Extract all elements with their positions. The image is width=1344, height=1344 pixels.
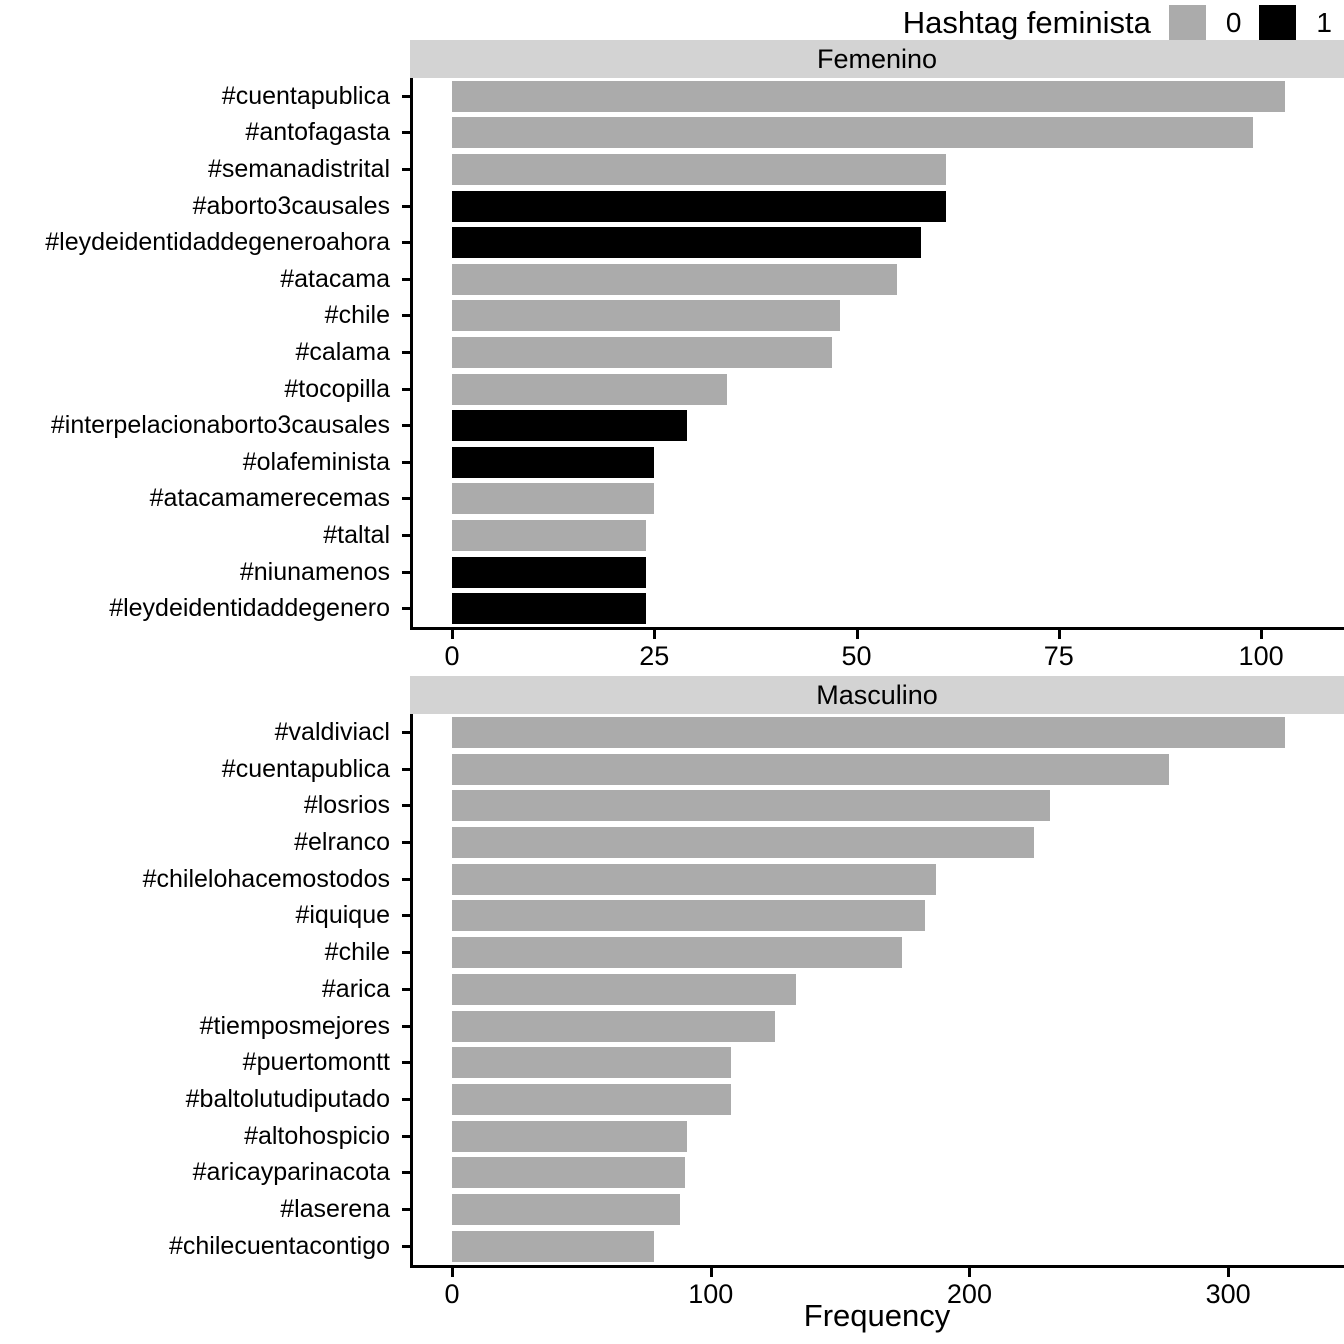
y-axis-tick [402,241,410,244]
legend-key-0-icon [1169,5,1206,42]
y-axis-tick [402,988,410,991]
y-axis-label: #chilelohacemostodos [142,864,390,893]
y-axis-label: #chilecuentacontigo [169,1231,390,1260]
bar-row [0,898,1344,935]
bar-elranco [452,827,1034,858]
y-axis-label: #losrios [303,791,390,820]
x-axis-title: Frequency [803,1298,951,1333]
legend-item-0 [1169,5,1242,42]
bar-interpelacionaborto3causales [452,410,687,441]
bar-aricayparinacota [452,1157,685,1188]
bar-tocopilla [452,374,727,405]
y-axis-tick [402,1098,410,1101]
x-axis-tick [1260,630,1263,639]
y-axis-line [410,78,413,627]
bar-row [0,334,1344,371]
y-axis-tick [402,205,410,208]
y-axis-tick [402,534,410,537]
y-axis-tick [402,571,410,574]
bar-semanadistrital [452,154,946,185]
bar-atacamamerecemas [452,483,654,514]
bar-niunamenos [452,557,646,588]
bar-baltolutudiputado [452,1084,731,1115]
legend-item-0-label: 0 [1225,7,1242,38]
bar-row [0,517,1344,554]
bar-calama [452,337,832,368]
bar-chilelohacemostodos [452,864,936,895]
bar-antofagasta [452,117,1253,148]
legend-item-1 [1259,5,1332,42]
y-axis-tick [402,914,410,917]
x-axis-tick [710,1268,713,1277]
y-axis-label: #chile [324,938,390,967]
bar-arica [452,974,796,1005]
y-axis-label: #iquique [295,901,390,930]
bar-valdiviacl [452,717,1285,748]
y-axis-label: #atacama [280,264,390,293]
y-axis-tick [402,607,410,610]
y-axis-tick [402,1135,410,1138]
x-axis-tick [451,1268,454,1277]
x-axis-tick-label: 75 [1043,641,1074,671]
y-axis-tick [402,314,410,317]
bar-puertomontt [452,1047,731,1078]
x-axis-tick [1058,630,1061,639]
y-axis-tick [402,1025,410,1028]
y-axis-tick [402,1208,410,1211]
y-axis-tick [402,841,410,844]
bar-row [0,590,1344,627]
bar-row [0,1191,1344,1228]
y-axis-label: #atacamamerecemas [149,484,390,513]
bar-row [0,407,1344,444]
x-axis-tick-label: 200 [946,1279,992,1309]
bar-tiemposmejores [452,1011,775,1042]
y-axis-label: #semanadistrital [207,154,390,183]
y-axis-label: #tiemposmejores [199,1011,390,1040]
y-axis-tick [402,168,410,171]
bar-row [0,971,1344,1008]
y-axis-label: #puertomontt [242,1048,390,1077]
x-axis-tick [856,630,859,639]
x-axis-tick [1227,1268,1230,1277]
bar-row [0,188,1344,225]
bar-row [0,224,1344,261]
x-axis-tick [968,1268,971,1277]
bar-row [0,481,1344,518]
bar-atacama [452,264,897,295]
bar-row [0,787,1344,824]
bar-laserena [452,1194,680,1225]
bar-row [0,371,1344,408]
y-axis-label: #tocopilla [284,374,390,403]
y-axis-tick [402,461,410,464]
y-axis-tick [402,95,410,98]
x-axis-tick-label: 0 [444,1279,460,1309]
y-axis-label: #calama [295,337,390,366]
y-axis-tick [402,497,410,500]
bar-cuentapublica [452,81,1285,112]
bar-row [0,1081,1344,1118]
y-axis-label: #laserena [280,1195,390,1224]
bar-losrios [452,790,1050,821]
legend-item-1-label: 1 [1316,7,1332,38]
y-axis-label: #antofagasta [245,118,390,147]
y-axis-tick [402,424,410,427]
bar-leydeidentidaddegeneroahora [452,227,921,258]
y-axis-line [410,714,413,1265]
facet-strip-femenino: Femenino [410,40,1344,78]
bar-row [0,934,1344,971]
x-axis-tick-label: 25 [639,641,670,671]
y-axis-label: #valdiviacl [274,717,390,746]
bar-altohospicio [452,1121,687,1152]
bar-row [0,298,1344,335]
panel-masculino [0,714,1344,1265]
x-axis-tick-label: 300 [1205,1279,1251,1309]
bar-row [0,444,1344,481]
y-axis-label: #aricayparinacota [192,1158,390,1187]
bar-row [0,78,1344,115]
y-axis-tick [402,731,410,734]
y-axis-tick [402,768,410,771]
bar-olafeminista [452,447,654,478]
y-axis-tick [402,131,410,134]
panel-femenino [0,78,1344,627]
x-axis-tick-label: 50 [841,641,872,671]
legend-key-1-icon [1259,5,1296,42]
bar-row [0,151,1344,188]
bar-row [0,1228,1344,1265]
y-axis-tick [402,878,410,881]
bar-iquique [452,900,925,931]
y-axis-label: #leydeidentidaddegenero [109,594,390,623]
bar-row [0,1118,1344,1155]
bar-row [0,115,1344,152]
y-axis-tick [402,1171,410,1174]
bar-chile [452,300,840,331]
y-axis-tick [402,278,410,281]
bar-row [0,554,1344,591]
bar-cuentapublica [452,754,1169,785]
bar-taltal [452,520,646,551]
y-axis-tick [402,804,410,807]
y-axis-label: #arica [321,974,390,1003]
x-axis-tick [451,630,454,639]
y-axis-tick [402,1245,410,1248]
y-axis-tick [402,1061,410,1064]
x-axis-femenino [410,630,1344,674]
y-axis-label: #baltolutudiputado [185,1085,390,1114]
bar-row [0,751,1344,788]
bar-row [0,824,1344,861]
bar-row [0,714,1344,751]
bar-chile [452,937,902,968]
bar-row [0,1008,1344,1045]
bar-aborto3causales [452,191,946,222]
y-axis-tick [402,951,410,954]
facet-strip-masculino: Masculino [410,676,1344,714]
y-axis-tick [402,351,410,354]
x-axis-tick [653,630,656,639]
bar-row [0,861,1344,898]
y-axis-label: #aborto3causales [192,191,390,220]
x-axis-tick-label: 100 [688,1279,734,1309]
legend-title: Hashtag feminista [902,5,1151,40]
y-axis-label: #altohospicio [244,1121,390,1150]
bar-chilecuentacontigo [452,1231,654,1262]
y-axis-tick [402,388,410,391]
y-axis-label: #niunamenos [239,557,390,586]
bar-row [0,1155,1344,1192]
bar-leydeidentidaddegenero [452,593,646,624]
x-axis-tick-label: 100 [1238,641,1284,671]
y-axis-label: #olafeminista [242,447,390,476]
y-axis-label: #cuentapublica [221,81,390,110]
y-axis-label: #chile [324,301,390,330]
y-axis-label: #taltal [323,520,390,549]
y-axis-label: #elranco [294,828,390,857]
bar-row [0,261,1344,298]
y-axis-label: #leydeidentidaddegeneroahora [45,228,390,257]
y-axis-label: #cuentapublica [221,754,390,783]
y-axis-label: #interpelacionaborto3causales [50,411,390,440]
bar-row [0,1044,1344,1081]
x-axis-tick-label: 0 [444,641,460,671]
